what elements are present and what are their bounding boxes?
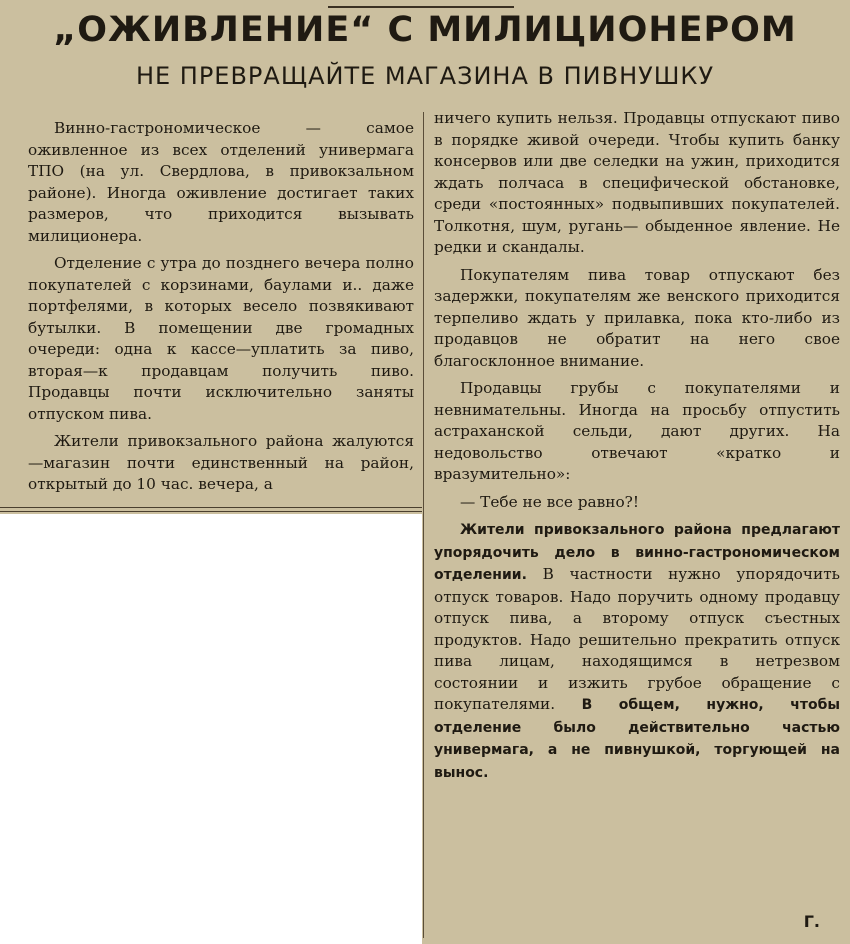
headline: „ОЖИВЛЕНИЕ“ С МИЛИЦИОНЕРОМ — [53, 10, 797, 50]
paragraph: Продавцы грубы с покупателями и невнимательны. Иногда на просьбу отпустить астраханской сельди, дают других. На недовольство отвечают «кратко и вразумительно»: — [434, 379, 840, 483]
bold-lead: Жители привокзального района предлагают упорядочить дело в винно-гастрономическом отделении. — [434, 522, 840, 583]
column-divider-horizontal — [0, 507, 422, 512]
paragraph: ничего купить нельзя. Продавцы отпускают пиво в порядке живой очереди. Чтобы купить банку консервов или две селедки на ужин, приходится ждать полчаса в специфической обстановке, среди «постоянных» подвыпивших покупателей. Толкотня, шум, ругань— обыденное явление. Не редки и скандалы. — [434, 109, 840, 256]
column-divider-vertical — [423, 112, 424, 938]
bold-conclusion: В общем, нужно, чтобы отделение было действительно частью универмага, а не пивнушкой, торгующей на вынос. — [434, 697, 840, 781]
right-column — [434, 108, 840, 790]
paragraph: Покупателям пива товар отпускают без задержки, покупателям же венского приходится терпеливо ждать у прилавка, пока кто-либо из продавцов не обратит на него свое благосклонное внимание. — [434, 265, 840, 370]
regular-text: В частности нужно упорядочить отпуск товаров. Надо поручить одному продавцу отпуск пива, а второму отпуск съестных продуктов. Надо решительно прекратить отпуск пива лицам, находящимся в нетрезвом состоянии и изжить грубое обращение с покупателями. — [434, 565, 840, 713]
left-column — [28, 118, 414, 502]
quote-line: — Тебе не все равно?! — [460, 492, 640, 511]
paragraph: Винно-гастрономическое — самое оживленное из всех отделений универмага ТПО (на ул. Свердлова, в привокзальном районе). Иногда оживление достигает таких размеров, что приходится вызывать милиционера. — [28, 119, 414, 245]
paragraph: Отделение с утра до позднего вечера полно покупателей с корзинами, баулами и.. даже портфелями, в которых весело позвякивают бутылки. В помещении две громадных очереди: одна к кассе—уплатить за пиво, вторая—к продавцам получить пиво. Продавцы почти исключительно заняты отпуском пива. — [28, 254, 414, 423]
author-signature: Г. — [803, 912, 820, 931]
subheadline: НЕ ПРЕВРАЩАЙТЕ МАГАЗИНА В ПИВНУШКУ — [135, 62, 715, 90]
top-rule — [328, 6, 514, 8]
paragraph: Жители привокзального района жалуются—магазин почти единственный на район, открытый до 10 час. вечера, а — [28, 432, 414, 493]
final-paragraph — [434, 519, 840, 784]
